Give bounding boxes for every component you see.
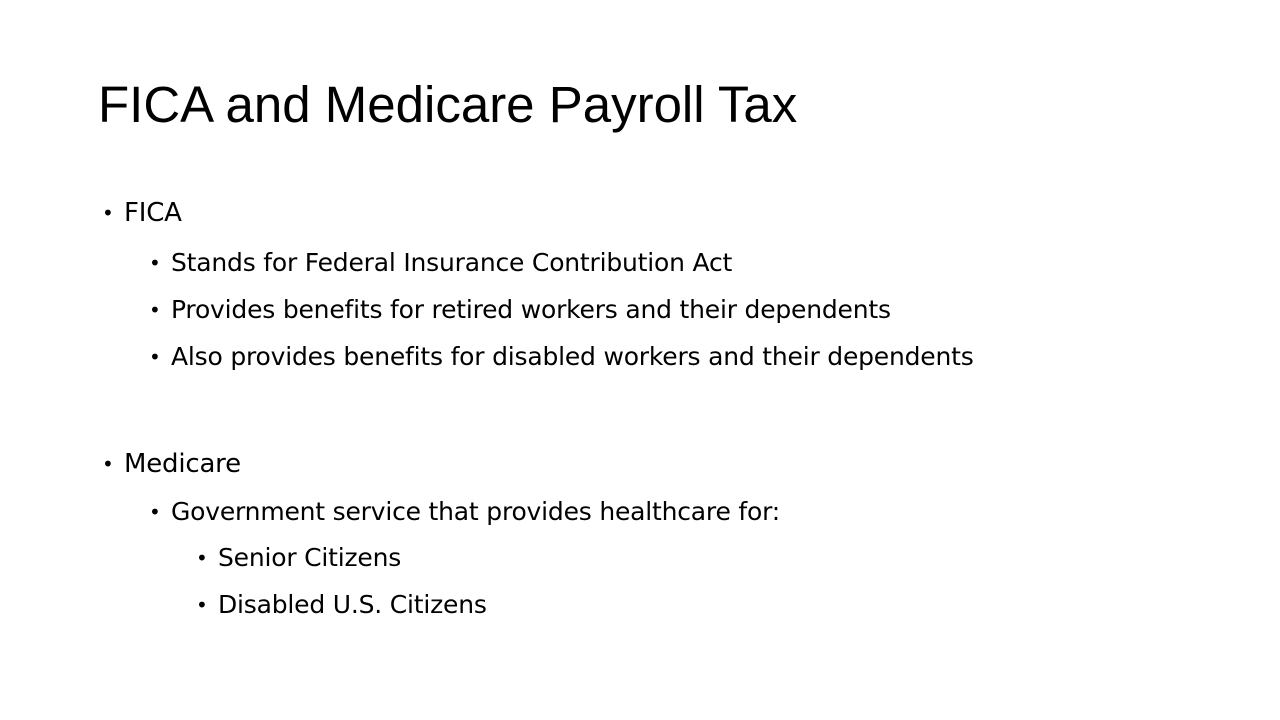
bullet-text: Senior Citizens [218,543,402,572]
sub-bullet-fica-disabled-benefits [149,339,974,375]
sub-bullet-fica-retired-benefits [149,292,891,328]
bullet-fica [102,195,182,231]
bullet-medicare [102,446,241,482]
bullet-dot-icon: • [149,251,161,275]
bullet-dot-icon: • [102,452,114,476]
bullet-text: Provides benefits for retired workers and their dependents [171,295,891,324]
sub-sub-bullet-senior-citizens [196,540,402,576]
sub-bullet-fica-definition [149,245,733,281]
bullet-text: Stands for Federal Insurance Contribution Act [171,248,733,277]
slide-title: FICA and Medicare Payroll Tax [98,76,798,133]
bullet-text: Government service that provides healthcare for: [171,497,780,526]
bullet-label: Medicare [124,449,241,479]
bullet-dot-icon: • [196,593,208,617]
bullet-dot-icon: • [102,201,114,225]
bullet-dot-icon: • [149,345,161,369]
bullet-label: FICA [124,198,182,228]
bullet-dot-icon: • [149,500,161,524]
bullet-text: Also provides benefits for disabled workers and their dependents [171,342,974,371]
sub-sub-bullet-disabled-citizens [196,587,487,623]
sub-bullet-medicare-definition [149,494,780,530]
bullet-text: Disabled U.S. Citizens [218,590,487,619]
bullet-dot-icon: • [149,298,161,322]
bullet-dot-icon: • [196,546,208,570]
